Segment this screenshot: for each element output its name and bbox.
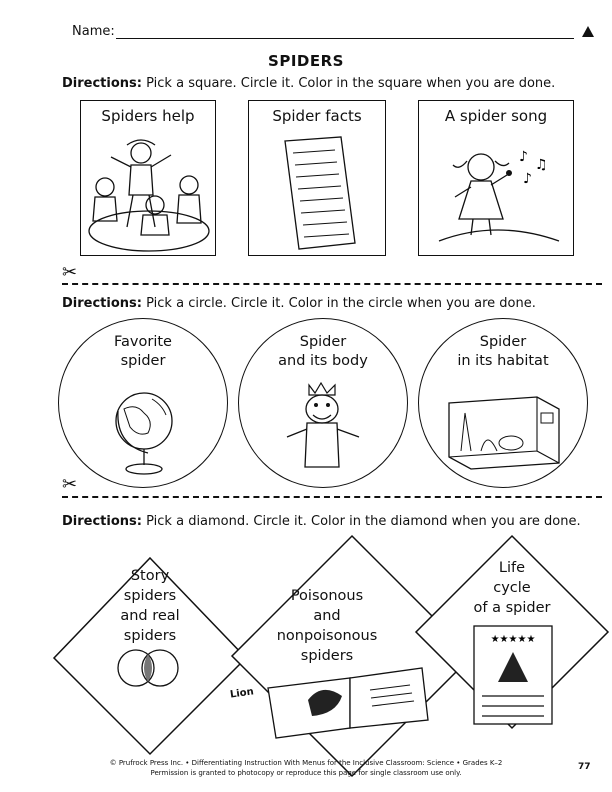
diamond-label-line: and real [120, 608, 180, 624]
directions-label: Directions: [62, 76, 142, 91]
circle-favorite-spider[interactable] [58, 318, 228, 488]
name-label: Name: [72, 24, 115, 39]
directions-label: Directions: [62, 296, 142, 311]
square-label: Spiders help [101, 107, 195, 125]
diorama-box-icon [441, 389, 567, 473]
puppet-icon [279, 377, 369, 477]
diamond-label-line: spiders [300, 648, 354, 664]
circle-label-line2: in its habitat [457, 353, 549, 369]
poster-icon [474, 626, 552, 724]
circle-label-line1: Favorite [114, 334, 172, 350]
cut-line [62, 283, 602, 285]
name-field-line[interactable] [116, 38, 574, 39]
footer-copyright: © Prufrock Press Inc. • Differentiating Instruction With Menus for the Inclusive Classroom: Science • Grades K–2 [109, 759, 503, 767]
circle-label-line1: Spider [479, 334, 527, 350]
circle-spider-body[interactable] [238, 318, 408, 488]
diamond-label-line: and [313, 608, 341, 624]
directions-text: Pick a diamond. Circle it. Color in the diamond when you are done. [141, 514, 581, 529]
book-word: Lion [229, 686, 255, 701]
circle-label-line1: Spider [299, 334, 347, 350]
circle-label-line2: spider [120, 353, 166, 369]
square-label: Spider facts [272, 107, 362, 125]
triangle-icon [582, 26, 594, 37]
directions-text: Pick a square. Circle it. Color in the square when you are done. [141, 76, 556, 91]
diamond-label-line: spiders [123, 588, 177, 604]
svg-text:♪: ♪ [519, 149, 528, 165]
page-number: 77 [578, 762, 591, 772]
circle-spider-habitat[interactable] [418, 318, 588, 488]
cut-line [62, 496, 602, 498]
scissors-icon: ✂ [62, 262, 78, 283]
children-illustration-icon [81, 131, 217, 255]
diamond-label-line: Life [498, 560, 526, 576]
footer-permission: Permission is granted to photocopy or reproduce this page for single classroom use only. [150, 769, 462, 777]
svg-text:♪: ♪ [523, 171, 532, 187]
globe-icon [104, 381, 184, 481]
directions-label: Directions: [62, 514, 142, 529]
svg-text:♫: ♫ [535, 157, 548, 173]
diamond-label-line: Poisonous [290, 588, 364, 604]
square-spider-song[interactable] [418, 100, 574, 256]
directions-diamonds [62, 514, 581, 529]
fact-list-icon [249, 131, 387, 255]
circle-label-line2: and its body [278, 353, 368, 369]
diamond-label-line: spiders [123, 628, 177, 644]
square-label: A spider song [444, 107, 548, 125]
diamond-label-line: nonpoisonous [276, 628, 378, 644]
square-spider-facts[interactable] [248, 100, 386, 256]
directions-text: Pick a circle. Circle it. Color in the circle when you are done. [141, 296, 536, 311]
page-title: SPIDERS [268, 52, 344, 70]
diamond-label-line: Story [130, 568, 170, 584]
square-spiders-help[interactable] [80, 100, 216, 256]
svg-text:★★★★★: ★★★★★ [490, 634, 536, 645]
diamond-label-line: cycle [493, 580, 531, 596]
diamond-label-line: of a spider [473, 600, 551, 616]
diamond-label [262, 586, 392, 666]
directions-squares [62, 76, 555, 91]
diamond-label [90, 566, 210, 646]
diamond-label [452, 558, 572, 618]
singing-girl-icon [419, 131, 575, 255]
directions-circles [62, 296, 536, 311]
scissors-icon: ✂ [62, 474, 78, 495]
